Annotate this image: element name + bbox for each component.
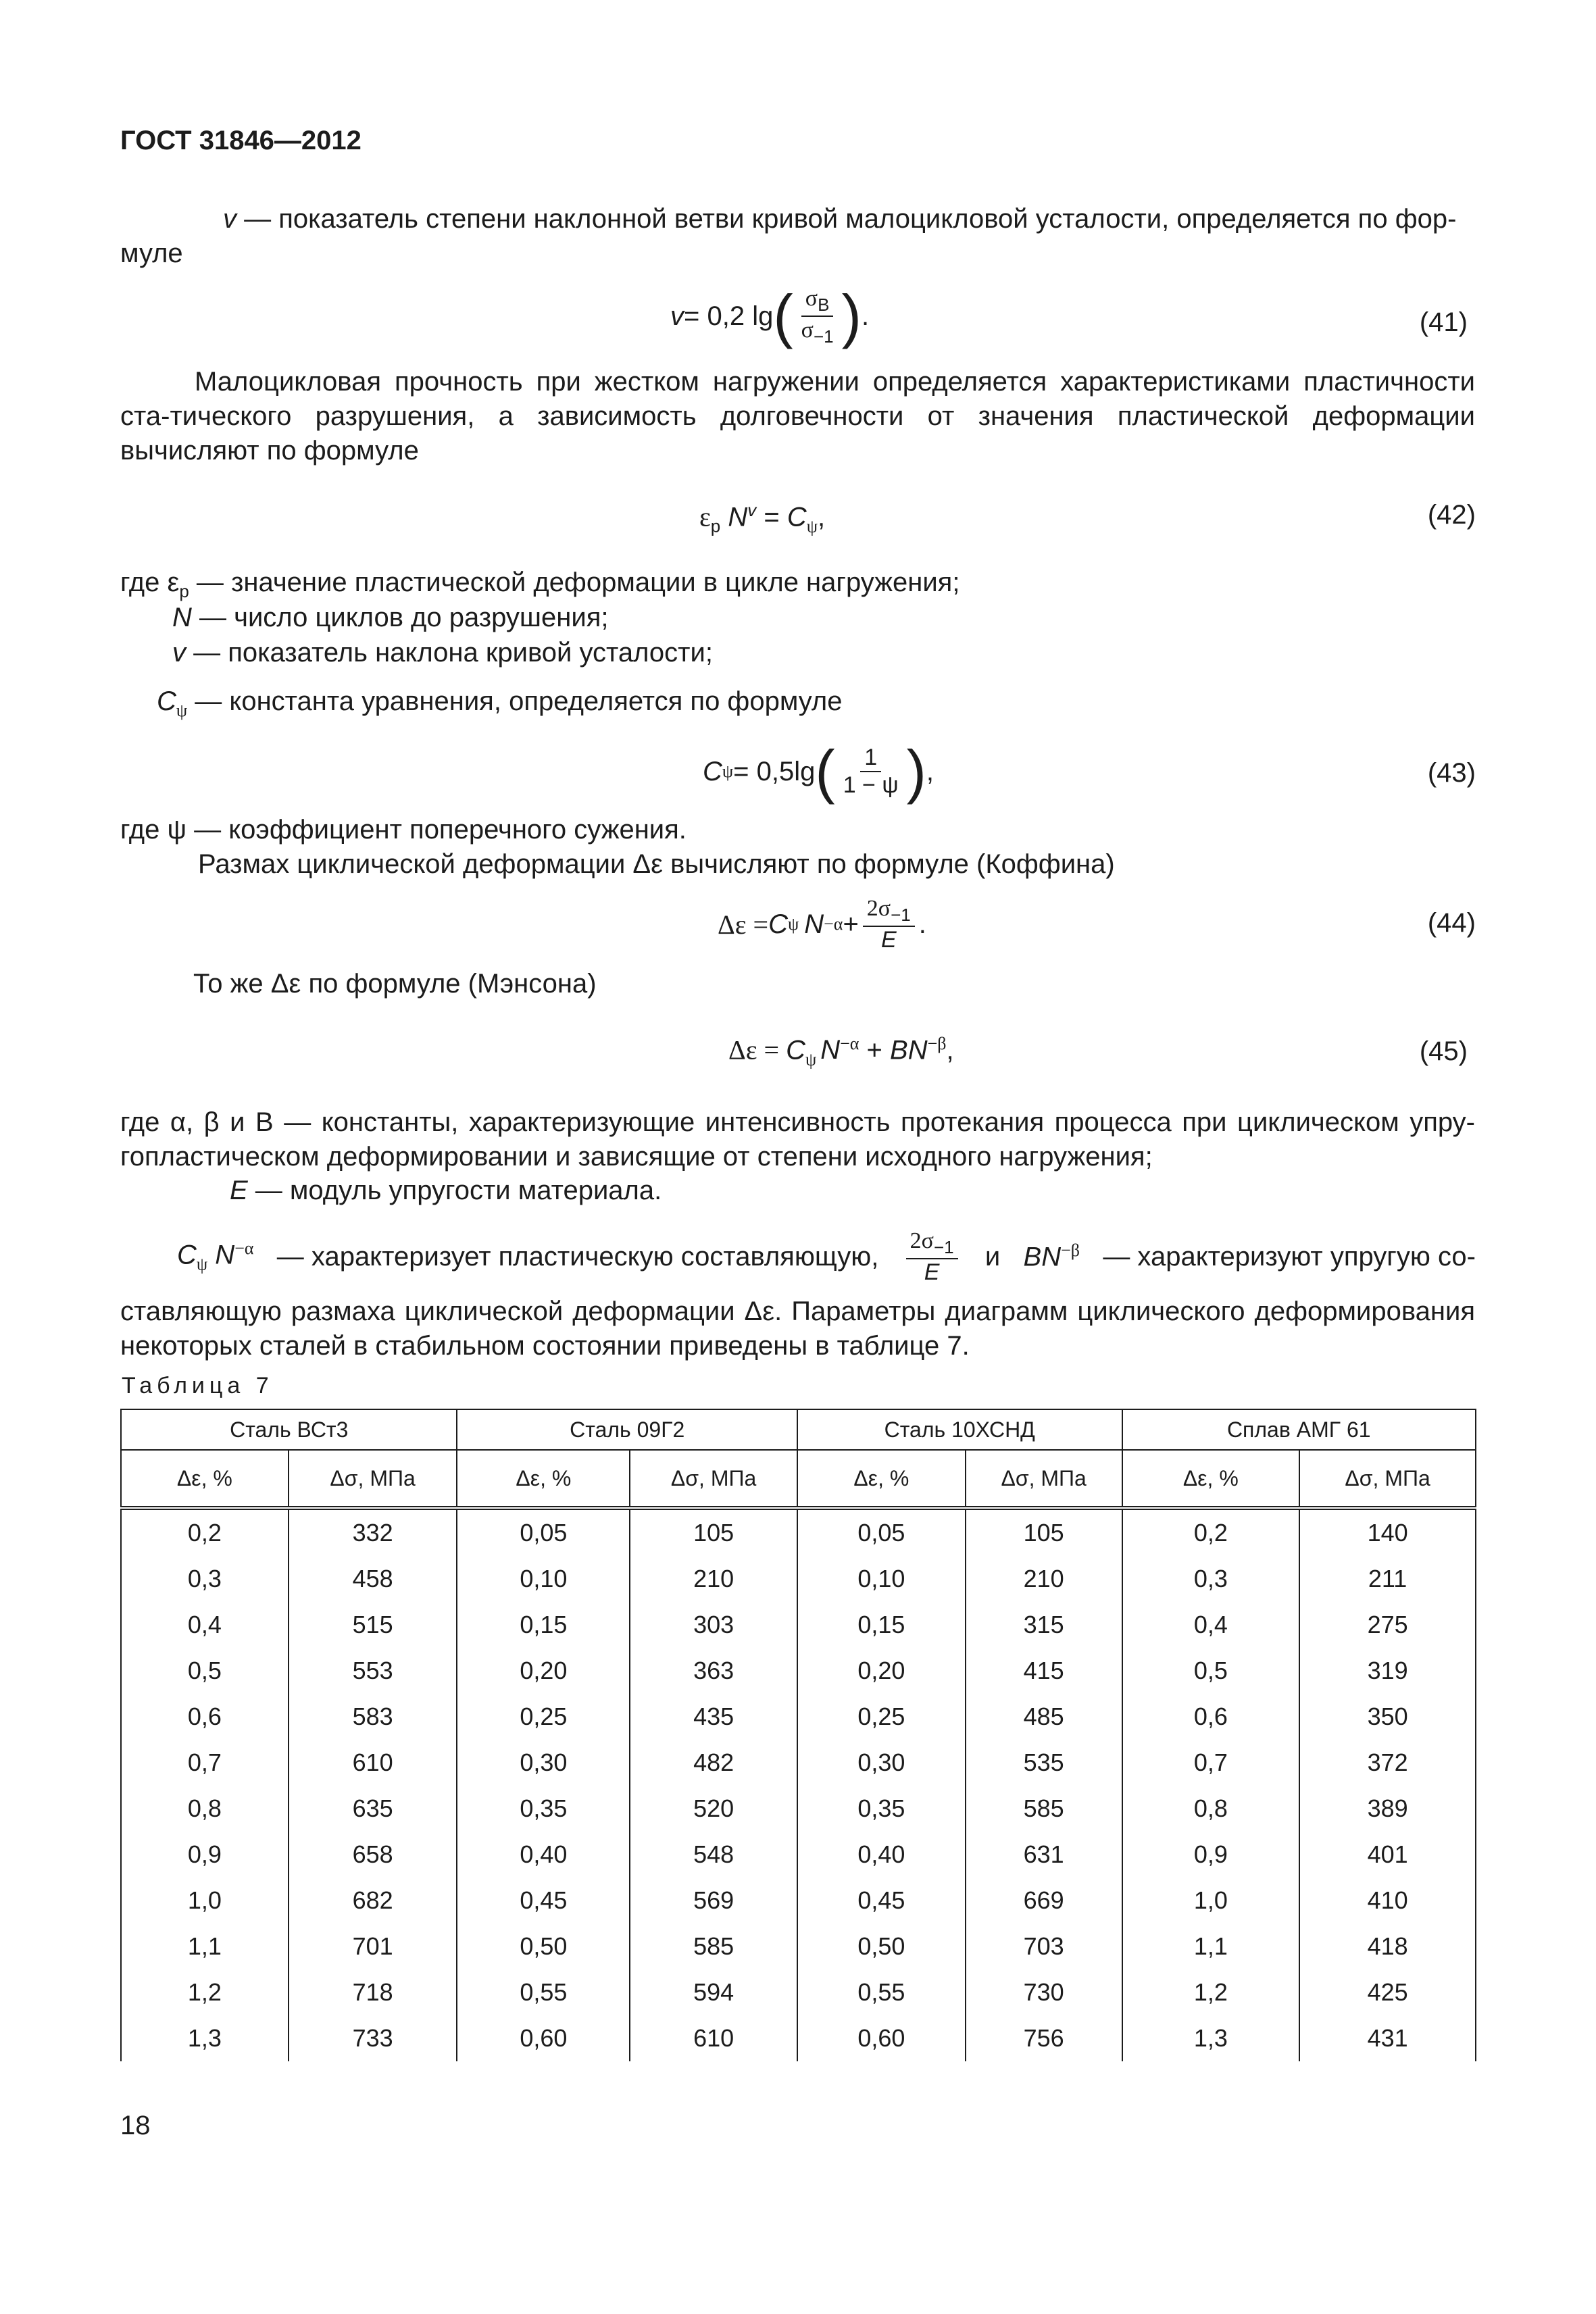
table-body xyxy=(121,1508,1476,2061)
table-cell: 389 xyxy=(1299,1786,1476,1832)
table-cell: 350 xyxy=(1299,1694,1476,1740)
table-cell: 1,0 xyxy=(1122,1878,1300,1923)
table-cell: 0,9 xyxy=(121,1832,289,1878)
table-subheader-row xyxy=(121,1450,1476,1508)
page-number: 18 xyxy=(120,2111,151,2140)
table-cell: 669 xyxy=(966,1878,1122,1923)
table-row xyxy=(121,1508,1476,1556)
table-cell: 0,20 xyxy=(797,1648,966,1694)
table-cell: 1,0 xyxy=(121,1878,289,1923)
fraction: $\frac{2\sigma_{-1}}{E}$ xyxy=(906,1228,958,1286)
table-cell: 0,60 xyxy=(457,2015,630,2061)
table-row xyxy=(121,1878,1476,1923)
table-cell: 0,05 xyxy=(457,1508,630,1556)
table-cell: 1,1 xyxy=(1122,1923,1300,1969)
table-cell: 332 xyxy=(289,1508,457,1556)
equation-44-number: (44) xyxy=(1427,908,1476,938)
table-cell: 0,55 xyxy=(797,1969,966,2015)
column-header: Δε, % xyxy=(457,1450,630,1508)
table-row xyxy=(121,1648,1476,1694)
table-cell: 0,35 xyxy=(457,1786,630,1832)
table-group-header-row xyxy=(121,1409,1476,1450)
paren-close: ) xyxy=(906,738,926,805)
table-row xyxy=(121,1740,1476,1786)
table-cell: 105 xyxy=(630,1508,797,1556)
column-header: Δε, % xyxy=(797,1450,966,1508)
table-cell: 585 xyxy=(630,1923,797,1969)
table-cell: 0,50 xyxy=(457,1923,630,1969)
table-cell: 431 xyxy=(1299,2015,1476,2061)
table-cell: 1,1 xyxy=(121,1923,289,1969)
table-cell: 415 xyxy=(966,1648,1122,1694)
table-cell: 701 xyxy=(289,1923,457,1969)
column-header: Δσ, МПа xyxy=(966,1450,1122,1508)
equation-41-number: (41) xyxy=(1419,307,1468,337)
table-cell: 140 xyxy=(1299,1508,1476,1556)
fraction: $\frac{2\sigma_{-1}}{E}$ xyxy=(863,895,915,953)
table-row xyxy=(121,1694,1476,1740)
group-header: Сплав АМГ 61 xyxy=(1122,1409,1476,1450)
equation-42-number: (42) xyxy=(1427,500,1476,530)
table-cell: 730 xyxy=(966,1969,1122,2015)
table-cell: 210 xyxy=(966,1556,1122,1602)
table-row xyxy=(121,1832,1476,1878)
manson-intro: То же Δε по формуле (Мэнсона) xyxy=(193,969,597,999)
table-cell: 0,40 xyxy=(797,1832,966,1878)
table-cell: 0,2 xyxy=(121,1508,289,1556)
table-cell: 435 xyxy=(630,1694,797,1740)
table-cell: 0,55 xyxy=(457,1969,630,2015)
table-cell: 703 xyxy=(966,1923,1122,1969)
definition-v-continuation: муле xyxy=(120,238,183,268)
where-e: E — модуль упругости материала. xyxy=(230,1176,662,1205)
table-row xyxy=(121,1969,1476,2015)
table-cell: 319 xyxy=(1299,1648,1476,1694)
table-cell: 0,4 xyxy=(1122,1602,1300,1648)
table-cell: 0,8 xyxy=(121,1786,289,1832)
table-cell: 0,10 xyxy=(797,1556,966,1602)
table-cell: 756 xyxy=(966,2015,1122,2061)
document-header: ГОСТ 31846—2012 xyxy=(120,126,361,155)
table-cell: 585 xyxy=(966,1786,1122,1832)
table-cell: 363 xyxy=(630,1648,797,1694)
equation-43-number: (43) xyxy=(1427,758,1476,788)
table-cell: 485 xyxy=(966,1694,1122,1740)
where-n: N — число циклов до разрушения; xyxy=(172,603,609,632)
table-cell: 0,25 xyxy=(797,1694,966,1740)
table-cell: 210 xyxy=(630,1556,797,1602)
table-cell: 0,25 xyxy=(457,1694,630,1740)
table-row xyxy=(121,1556,1476,1602)
definition-v: v — показатель степени наклонной ветви кривой малоцикловой усталости, определяется по фор- xyxy=(223,204,1457,234)
equation-44: Δε = C ψ N −α + $\frac{2\sigma_{-1}}{E}$ . xyxy=(718,896,926,953)
table-cell: 718 xyxy=(289,1969,457,2015)
table-cell: 0,4 xyxy=(121,1602,289,1648)
table-cell: 1,3 xyxy=(1122,2015,1300,2061)
coffin-intro: Размах циклической деформации Δε вычисляют по формуле (Коффина) xyxy=(198,849,1115,879)
table-cell: 372 xyxy=(1299,1740,1476,1786)
table-cell: 610 xyxy=(630,2015,797,2061)
table-cell: 425 xyxy=(1299,1969,1476,2015)
table-cell: 0,5 xyxy=(121,1648,289,1694)
table-cell: 418 xyxy=(1299,1923,1476,1969)
table-cell: 1,2 xyxy=(1122,1969,1300,2015)
column-header: Δσ, МПа xyxy=(289,1450,457,1508)
where-constants: где α, β и B — константы, характеризующие интенсивность протекания процесса при циклическом упру-гопластическом деформировании и зависящие от степени исходного нагружения; xyxy=(120,1107,1475,1172)
paragraph-table-reference: ставляющую размаха циклической деформации Δε. Параметры диаграмм циклического деформирования некоторых сталей в стабильном состоянии приведены в таблице 7. xyxy=(120,1297,1475,1361)
table-cell: 0,30 xyxy=(797,1740,966,1786)
table-row xyxy=(121,1786,1476,1832)
table-cell: 733 xyxy=(289,2015,457,2061)
table-cell: 0,45 xyxy=(457,1878,630,1923)
table-cell: 0,05 xyxy=(797,1508,966,1556)
table-cell: 0,2 xyxy=(1122,1508,1300,1556)
table-cell: 569 xyxy=(630,1878,797,1923)
table-cell: 275 xyxy=(1299,1602,1476,1648)
table-cell: 0,6 xyxy=(1122,1694,1300,1740)
table-cell: 682 xyxy=(289,1878,457,1923)
group-header: Сталь 10ХСНД xyxy=(797,1409,1122,1450)
column-header: Δε, % xyxy=(1122,1450,1300,1508)
table-cell: 583 xyxy=(289,1694,457,1740)
table-cell: 0,8 xyxy=(1122,1786,1300,1832)
table-row xyxy=(121,1923,1476,1969)
paragraph-low-cycle-strength: Малоцикловая прочность при жестком нагружении определяется характеристиками пластичности ста-тического разрушения, а зависимость долговечности от значения пластической деформации вычисляют по формуле xyxy=(120,367,1475,466)
where-psi: где ψ — коэффициент поперечного сужения. xyxy=(120,815,687,845)
table-title: Таблица 7 xyxy=(122,1373,274,1399)
group-header: Сталь 09Г2 xyxy=(457,1409,797,1450)
table-cell: 410 xyxy=(1299,1878,1476,1923)
table-cell: 0,40 xyxy=(457,1832,630,1878)
table-cell: 515 xyxy=(289,1602,457,1648)
table-cell: 0,60 xyxy=(797,2015,966,2061)
table-row xyxy=(121,1602,1476,1648)
table-cell: 0,9 xyxy=(1122,1832,1300,1878)
table-cell: 535 xyxy=(966,1740,1122,1786)
table-cell: 482 xyxy=(630,1740,797,1786)
column-header: Δσ, МПа xyxy=(630,1450,797,1508)
column-header: Δε, % xyxy=(121,1450,289,1508)
table-cell: 631 xyxy=(966,1832,1122,1878)
table-cell: 0,15 xyxy=(457,1602,630,1648)
table-cell: 0,20 xyxy=(457,1648,630,1694)
table-cell: 0,3 xyxy=(121,1556,289,1602)
table-cell: 0,50 xyxy=(797,1923,966,1969)
components-line: $C_\psi$ $N^{-\alpha}$ — характеризует пластическую составляющую, $\frac{2\sigma_{-1}}{E}$ и $BN^{-\beta}$ — характеризуют упругую со- xyxy=(177,1228,1476,1285)
table-cell: 520 xyxy=(630,1786,797,1832)
table-cell: 0,35 xyxy=(797,1786,966,1832)
fraction: $\frac{\sigma_В}{\sigma_{-1}}$ xyxy=(801,286,834,347)
table-cell: 303 xyxy=(630,1602,797,1648)
table-7 xyxy=(120,1409,1476,2061)
paren-close: ) xyxy=(841,282,862,349)
fraction: $\frac{1}{1 - \psi}$ xyxy=(843,744,899,798)
paren-open: ( xyxy=(773,282,793,349)
table-cell: 548 xyxy=(630,1832,797,1878)
table-cell: 0,10 xyxy=(457,1556,630,1602)
where-eps: где $\varepsilon_р$ — значение пластической деформации в цикле нагружения; xyxy=(120,568,960,601)
table-cell: 0,15 xyxy=(797,1602,966,1648)
table-cell: 610 xyxy=(289,1740,457,1786)
table-cell: 1,2 xyxy=(121,1969,289,2015)
table-cell: 0,3 xyxy=(1122,1556,1300,1602)
table-cell: 553 xyxy=(289,1648,457,1694)
table-cell: 105 xyxy=(966,1508,1122,1556)
table-cell: 0,30 xyxy=(457,1740,630,1786)
table-cell: 401 xyxy=(1299,1832,1476,1878)
equation-43: C ψ = 0,5lg ( $\frac{1}{1 - \psi}$ ) , xyxy=(703,738,934,805)
column-header: Δσ, МПа xyxy=(1299,1450,1476,1508)
where-v: v — показатель наклона кривой усталости; xyxy=(172,638,713,668)
equation-41: v = 0,2 lg ( $\frac{\sigma_В}{\sigma_{-1}}$ ) . xyxy=(670,282,870,349)
table-cell: 458 xyxy=(289,1556,457,1602)
table-cell: 0,6 xyxy=(121,1694,289,1740)
table-cell: 635 xyxy=(289,1786,457,1832)
table-cell: 1,3 xyxy=(121,2015,289,2061)
equation-45-number: (45) xyxy=(1419,1036,1468,1066)
table-cell: 0,7 xyxy=(121,1740,289,1786)
table-cell: 211 xyxy=(1299,1556,1476,1602)
table-cell: 315 xyxy=(966,1602,1122,1648)
table-cell: 658 xyxy=(289,1832,457,1878)
where-c-psi: $C_\psi$ — константа уравнения, определяется по формуле xyxy=(157,686,843,720)
table-cell: 0,5 xyxy=(1122,1648,1300,1694)
equation-42: $\varepsilon_р$ $N^v = C_\psi$, xyxy=(699,500,826,536)
table-cell: 594 xyxy=(630,1969,797,2015)
table-row xyxy=(121,2015,1476,2061)
equation-45: $\Delta\varepsilon = C_\psi$ $N^{-\alpha} + BN^{-\beta}$, xyxy=(728,1034,954,1070)
table-cell: 0,7 xyxy=(1122,1740,1300,1786)
paren-open: ( xyxy=(815,738,835,805)
group-header: Сталь ВСт3 xyxy=(121,1409,457,1450)
table-cell: 0,45 xyxy=(797,1878,966,1923)
